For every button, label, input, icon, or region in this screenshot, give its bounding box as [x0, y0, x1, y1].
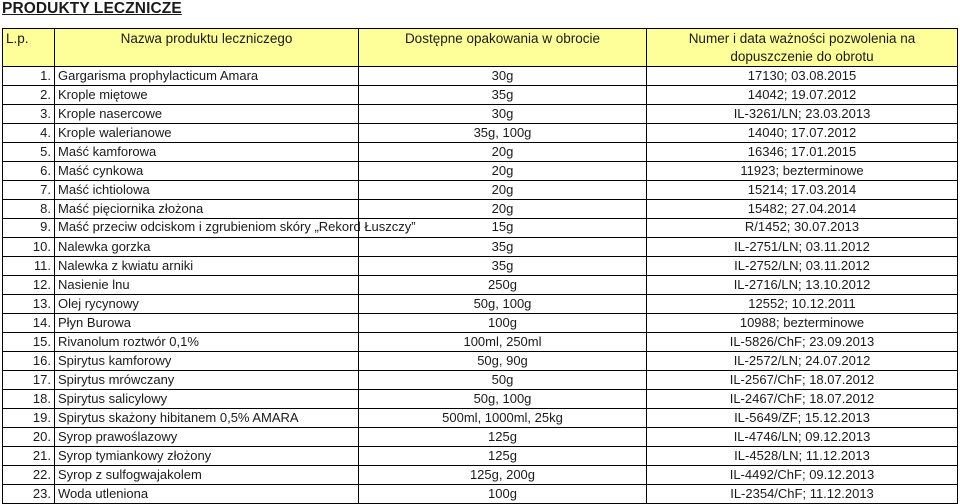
cell-permit: 14040; 17.07.2012	[647, 124, 958, 143]
cell-packaging: 100g	[359, 485, 647, 504]
cell-lp: 4.	[3, 124, 55, 143]
cell-product-name: Syrop tymiankowy złożony	[55, 447, 359, 466]
cell-product-name: Płyn Burowa	[55, 314, 359, 333]
cell-permit: R/1452; 30.07.2013	[647, 219, 958, 238]
cell-permit: IL-5649/ZF; 15.12.2013	[647, 409, 958, 428]
cell-packaging: 125g	[359, 447, 647, 466]
cell-lp: 16.	[3, 352, 55, 371]
cell-packaging: 35g	[359, 86, 647, 105]
cell-lp: 14.	[3, 314, 55, 333]
header-lp: L.p.	[3, 29, 55, 67]
cell-product-name: Gargarisma prophylacticum Amara	[55, 67, 359, 86]
cell-packaging: 500ml, 1000ml, 25kg	[359, 409, 647, 428]
cell-permit: IL-2752/LN; 03.11.2012	[647, 257, 958, 276]
cell-permit: IL-5826/ChF; 23.09.2013	[647, 333, 958, 352]
table-row	[3, 219, 958, 238]
cell-packaging: 50g, 100g	[359, 390, 647, 409]
table-row	[3, 409, 958, 428]
cell-packaging: 20g	[359, 143, 647, 162]
cell-lp: 20.	[3, 428, 55, 447]
cell-permit: IL-2567/ChF; 18.07.2012	[647, 371, 958, 390]
table-row	[3, 124, 958, 143]
cell-packaging: 125g	[359, 428, 647, 447]
cell-permit: IL-4492/ChF; 09.12.2013	[647, 466, 958, 485]
cell-lp: 3.	[3, 105, 55, 124]
cell-lp: 19.	[3, 409, 55, 428]
cell-lp: 5.	[3, 143, 55, 162]
cell-permit: IL-3261/LN; 23.03.2013	[647, 105, 958, 124]
cell-product-name: Nalewka gorzka	[55, 238, 359, 257]
cell-packaging: 100ml, 250ml	[359, 333, 647, 352]
cell-packaging: 20g	[359, 200, 647, 219]
table-row	[3, 105, 958, 124]
table-row	[3, 276, 958, 295]
cell-product-name: Syrop z sulfogwajakolem	[55, 466, 359, 485]
cell-packaging: 50g, 90g	[359, 352, 647, 371]
cell-product-name: Krople miętowe	[55, 86, 359, 105]
cell-permit: 17130; 03.08.2015	[647, 67, 958, 86]
cell-permit: IL-2354/ChF; 11.12.2013	[647, 485, 958, 504]
header-packaging: Dostępne opakowania w obrocie	[359, 29, 647, 67]
cell-packaging: 50g, 100g	[359, 295, 647, 314]
table-row	[3, 428, 958, 447]
cell-lp: 11.	[3, 257, 55, 276]
cell-product-name: Maść przeciw odciskom i zgrubieniom skóry „Rekord Łuszczy”	[55, 219, 359, 238]
cell-packaging: 50g	[359, 371, 647, 390]
cell-permit: 10988; bezterminowe	[647, 314, 958, 333]
cell-product-name: Woda utleniona	[55, 485, 359, 504]
cell-permit: 12552; 10.12.2011	[647, 295, 958, 314]
cell-packaging: 35g, 100g	[359, 124, 647, 143]
table-row	[3, 181, 958, 200]
cell-permit: IL-4746/LN; 09.12.2013	[647, 428, 958, 447]
cell-lp: 10.	[3, 238, 55, 257]
cell-permit: 16346; 17.01.2015	[647, 143, 958, 162]
cell-permit: IL-2572/LN; 24.07.2012	[647, 352, 958, 371]
table-body	[3, 67, 958, 504]
table-row	[3, 162, 958, 181]
table-row	[3, 238, 958, 257]
table-row	[3, 466, 958, 485]
cell-product-name: Maść ichtiolowa	[55, 181, 359, 200]
cell-packaging: 30g	[359, 105, 647, 124]
table-row	[3, 371, 958, 390]
cell-permit: IL-2467/ChF; 18.07.2012	[647, 390, 958, 409]
table-row	[3, 257, 958, 276]
table-row	[3, 447, 958, 466]
table-header-row	[3, 29, 958, 67]
cell-packaging: 20g	[359, 162, 647, 181]
cell-product-name: Krople walerianowe	[55, 124, 359, 143]
cell-lp: 1.	[3, 67, 55, 86]
header-product-name: Nazwa produktu leczniczego	[55, 29, 359, 67]
cell-packaging: 100g	[359, 314, 647, 333]
cell-lp: 6.	[3, 162, 55, 181]
cell-permit: 11923; bezterminowe	[647, 162, 958, 181]
cell-product-name: Krople nasercowe	[55, 105, 359, 124]
cell-packaging: 30g	[359, 67, 647, 86]
header-permit: Numer i data ważności pozwolenia na dopuszczenie do obrotu	[647, 29, 958, 67]
cell-product-name: Nasienie lnu	[55, 276, 359, 295]
table-row	[3, 314, 958, 333]
cell-lp: 12.	[3, 276, 55, 295]
table-row	[3, 390, 958, 409]
cell-permit: 14042; 19.07.2012	[647, 86, 958, 105]
cell-permit: 15482; 27.04.2014	[647, 200, 958, 219]
cell-lp: 17.	[3, 371, 55, 390]
products-table	[2, 28, 958, 504]
cell-product-name: Rivanolum roztwór 0,1%	[55, 333, 359, 352]
cell-product-name: Spirytus salicylowy	[55, 390, 359, 409]
cell-product-name: Spirytus skażony hibitanem 0,5% AMARA	[55, 409, 359, 428]
cell-packaging: 125g, 200g	[359, 466, 647, 485]
cell-permit: IL-4528/LN; 11.12.2013	[647, 447, 958, 466]
cell-packaging: 35g	[359, 257, 647, 276]
cell-product-name: Spirytus kamforowy	[55, 352, 359, 371]
cell-permit: IL-2716/LN; 13.10.2012	[647, 276, 958, 295]
cell-lp: 13.	[3, 295, 55, 314]
cell-permit: IL-2751/LN; 03.11.2012	[647, 238, 958, 257]
cell-product-name: Maść cynkowa	[55, 162, 359, 181]
page-title: PRODUKTY LECZNICZE	[2, 0, 182, 17]
cell-lp: 2.	[3, 86, 55, 105]
cell-lp: 21.	[3, 447, 55, 466]
cell-product-name: Spirytus mrówczany	[55, 371, 359, 390]
table-row	[3, 295, 958, 314]
cell-product-name: Syrop prawoślazowy	[55, 428, 359, 447]
cell-lp: 22.	[3, 466, 55, 485]
cell-lp: 23.	[3, 485, 55, 504]
table-row	[3, 485, 958, 504]
table-row	[3, 143, 958, 162]
cell-packaging: 35g	[359, 238, 647, 257]
table-row	[3, 352, 958, 371]
cell-lp: 9.	[3, 219, 55, 238]
table-row	[3, 67, 958, 86]
table-row	[3, 86, 958, 105]
cell-product-name: Nalewka z kwiatu arniki	[55, 257, 359, 276]
cell-permit: 15214; 17.03.2014	[647, 181, 958, 200]
cell-packaging: 20g	[359, 181, 647, 200]
cell-lp: 18.	[3, 390, 55, 409]
cell-product-name: Olej rycynowy	[55, 295, 359, 314]
cell-lp: 15.	[3, 333, 55, 352]
cell-product-name: Maść kamforowa	[55, 143, 359, 162]
cell-lp: 8.	[3, 200, 55, 219]
cell-packaging: 15g	[359, 219, 647, 238]
cell-packaging: 250g	[359, 276, 647, 295]
table-row	[3, 200, 958, 219]
table-row	[3, 333, 958, 352]
cell-product-name: Maść pięciornika złożona	[55, 200, 359, 219]
cell-lp: 7.	[3, 181, 55, 200]
